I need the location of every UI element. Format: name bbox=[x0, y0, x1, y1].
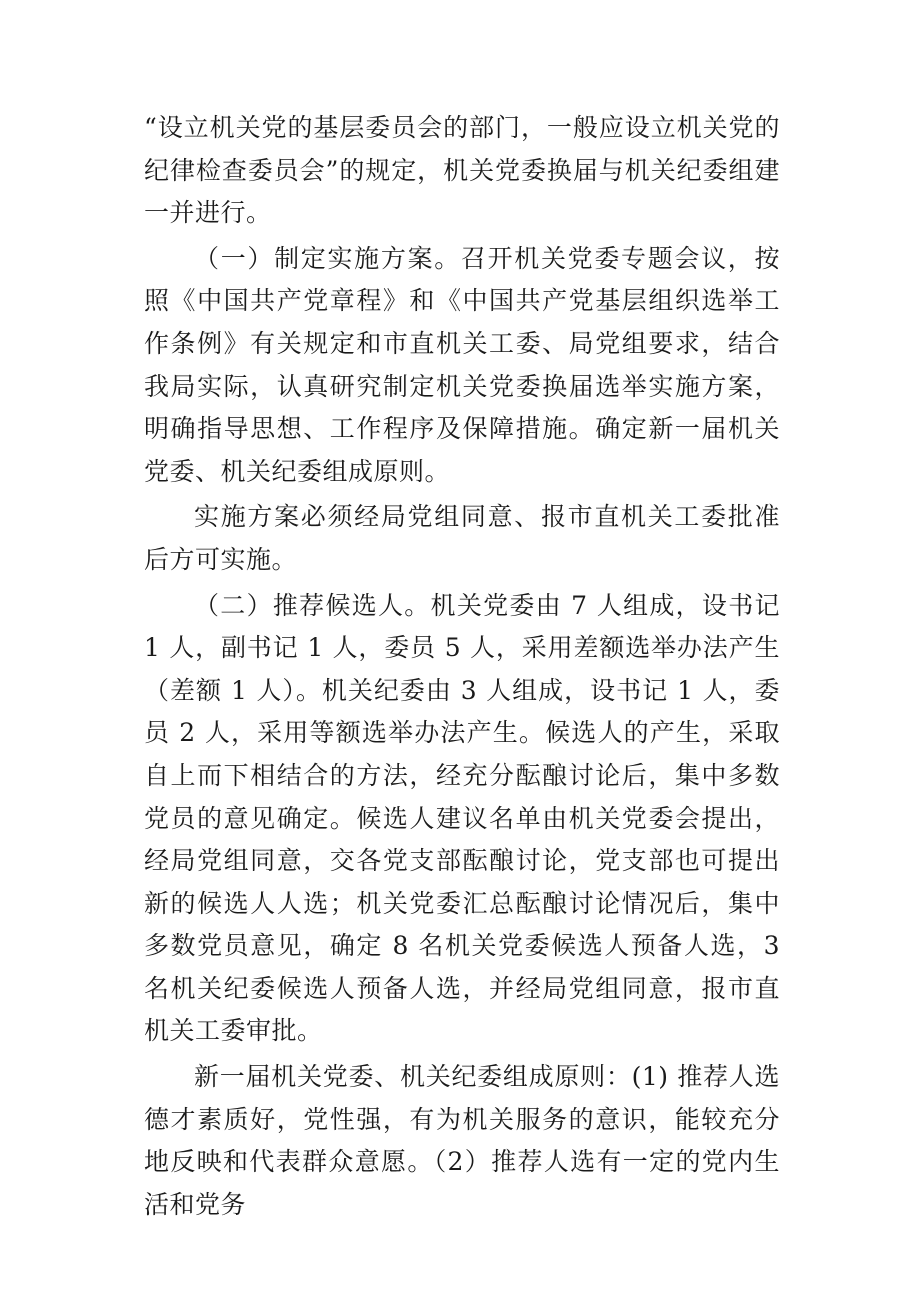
paragraph-recommend-candidates: （二）推荐候选人。机关党委由 7 人组成，设书记 1 人，副书记 1 人，委员 5 人，采用差额选举办法产生（差额 1 人）。机关纪委由 3 人组成，设书记 1 人，委员 2 人，采用等额选举办法产生。候选人的产生，采取自上而下相结合的方法，经充分酝酿讨论后，集中多数党员的意见确定。候选人建议名单由机关党委会提出，经局党组同意，交各党支部酝酿讨论，党支部也可提出新的候选人人选；机关党委汇总酝酿讨论情况后，集中多数党员意见，确定 8 名机关党委候选人预备人选，3 名机关纪委候选人预备人选，并经局党组同意，报市直机关工委审批。 bbox=[144, 590, 780, 1046]
document-page bbox=[144, 107, 780, 1226]
paragraph-implementation-plan: （一）制定实施方案。召开机关党委专题会议，按照《中国共产党章程》和《中国共产党基层组织选举工作条例》有关规定和市直机关工委、局党组要求，结合我局实际，认真研究制定机关党委换届选举实施方案，明确指导思想、工作程序及保障措施。确定新一届机关党委、机关纪委组成原则。 bbox=[144, 243, 780, 486]
paragraph-plan-approval: 实施方案必须经局党组同意、报市直机关工委批准后方可实施。 bbox=[144, 502, 780, 574]
paragraph-regulation-quote: “设立机关党的基层委员会的部门，一般应设立机关党的纪律检查委员会”的规定，机关党委换届与机关纪委组建一并进行。 bbox=[144, 113, 780, 228]
paragraph-composition-principles: 新一届机关党委、机关纪委组成原则：(1) 推荐人选德才素质好，党性强，有为机关服务的意识，能较充分地反映和代表群众意愿。（2）推荐人选有一定的党内生活和党务 bbox=[144, 1062, 780, 1219]
